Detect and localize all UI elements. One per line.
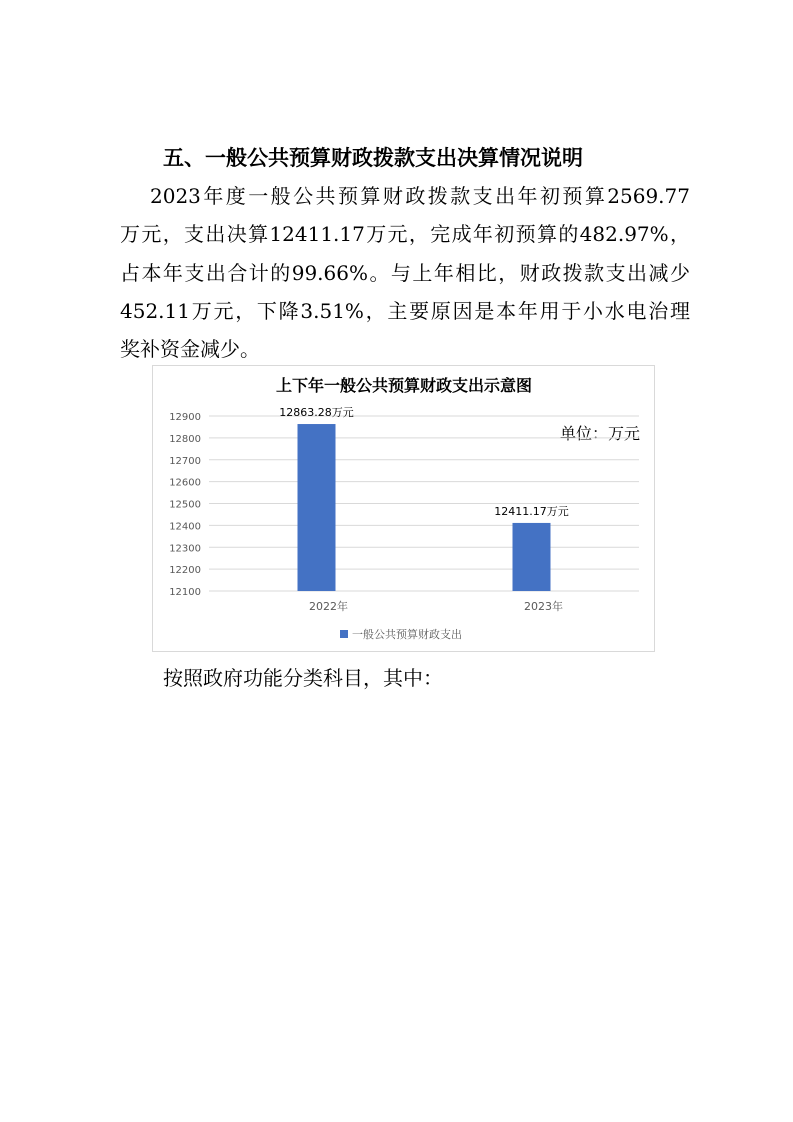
y-tick-label: 12800 [169,433,201,445]
paragraph-line: 奖补资金减少。 [120,337,260,362]
body-paragraph [120,177,690,368]
paragraph-line: 2023年度一般公共预算财政拨款支出年初预算2569.77 [150,184,690,208]
bar [513,523,551,591]
bar-data-label: 12863.28万元 [279,406,354,420]
paragraph-line: 万元，支出决算12411.17万元，完成年初预算的482.97%， [120,222,690,247]
y-tick-label: 12100 [169,587,201,598]
section-heading: 五、一般公共预算财政拨款支出决算情况说明 [163,146,583,170]
x-tick-label: 2022年 [309,600,348,613]
y-tick-label: 12300 [169,543,201,555]
legend-label: 一般公共预算财政支出 [352,628,462,641]
expenditure-chart [152,365,655,652]
chart-x-axis-ticks [309,599,563,613]
paragraph-line: 452.11万元，下降3.51%，主要原因是本年用于小水电治理 [120,298,690,323]
x-tick-label: 2023年 [524,600,563,613]
closing-text: 按照政府功能分类科目，其中： [163,666,443,690]
y-tick-label: 12600 [169,477,201,489]
y-tick-label: 12200 [169,565,201,577]
bar-data-label: 12411.17万元 [494,504,569,518]
y-tick-label: 12700 [169,455,201,467]
chart-y-axis-ticks [169,412,201,598]
chart-title: 上下年一般公共预算财政支出示意图 [275,376,533,395]
chart-legend [340,627,462,641]
chart-unit-note: 单位：万元 [559,424,640,443]
y-tick-label: 12400 [169,521,201,533]
y-tick-label: 12900 [169,412,201,423]
paragraph-line: 占本年支出合计的99.66%。与上年相比，财政拨款支出减少 [120,260,690,285]
y-tick-label: 12500 [169,499,201,511]
chart-canvas [153,366,654,651]
bar [298,424,336,591]
legend-swatch [340,630,348,638]
